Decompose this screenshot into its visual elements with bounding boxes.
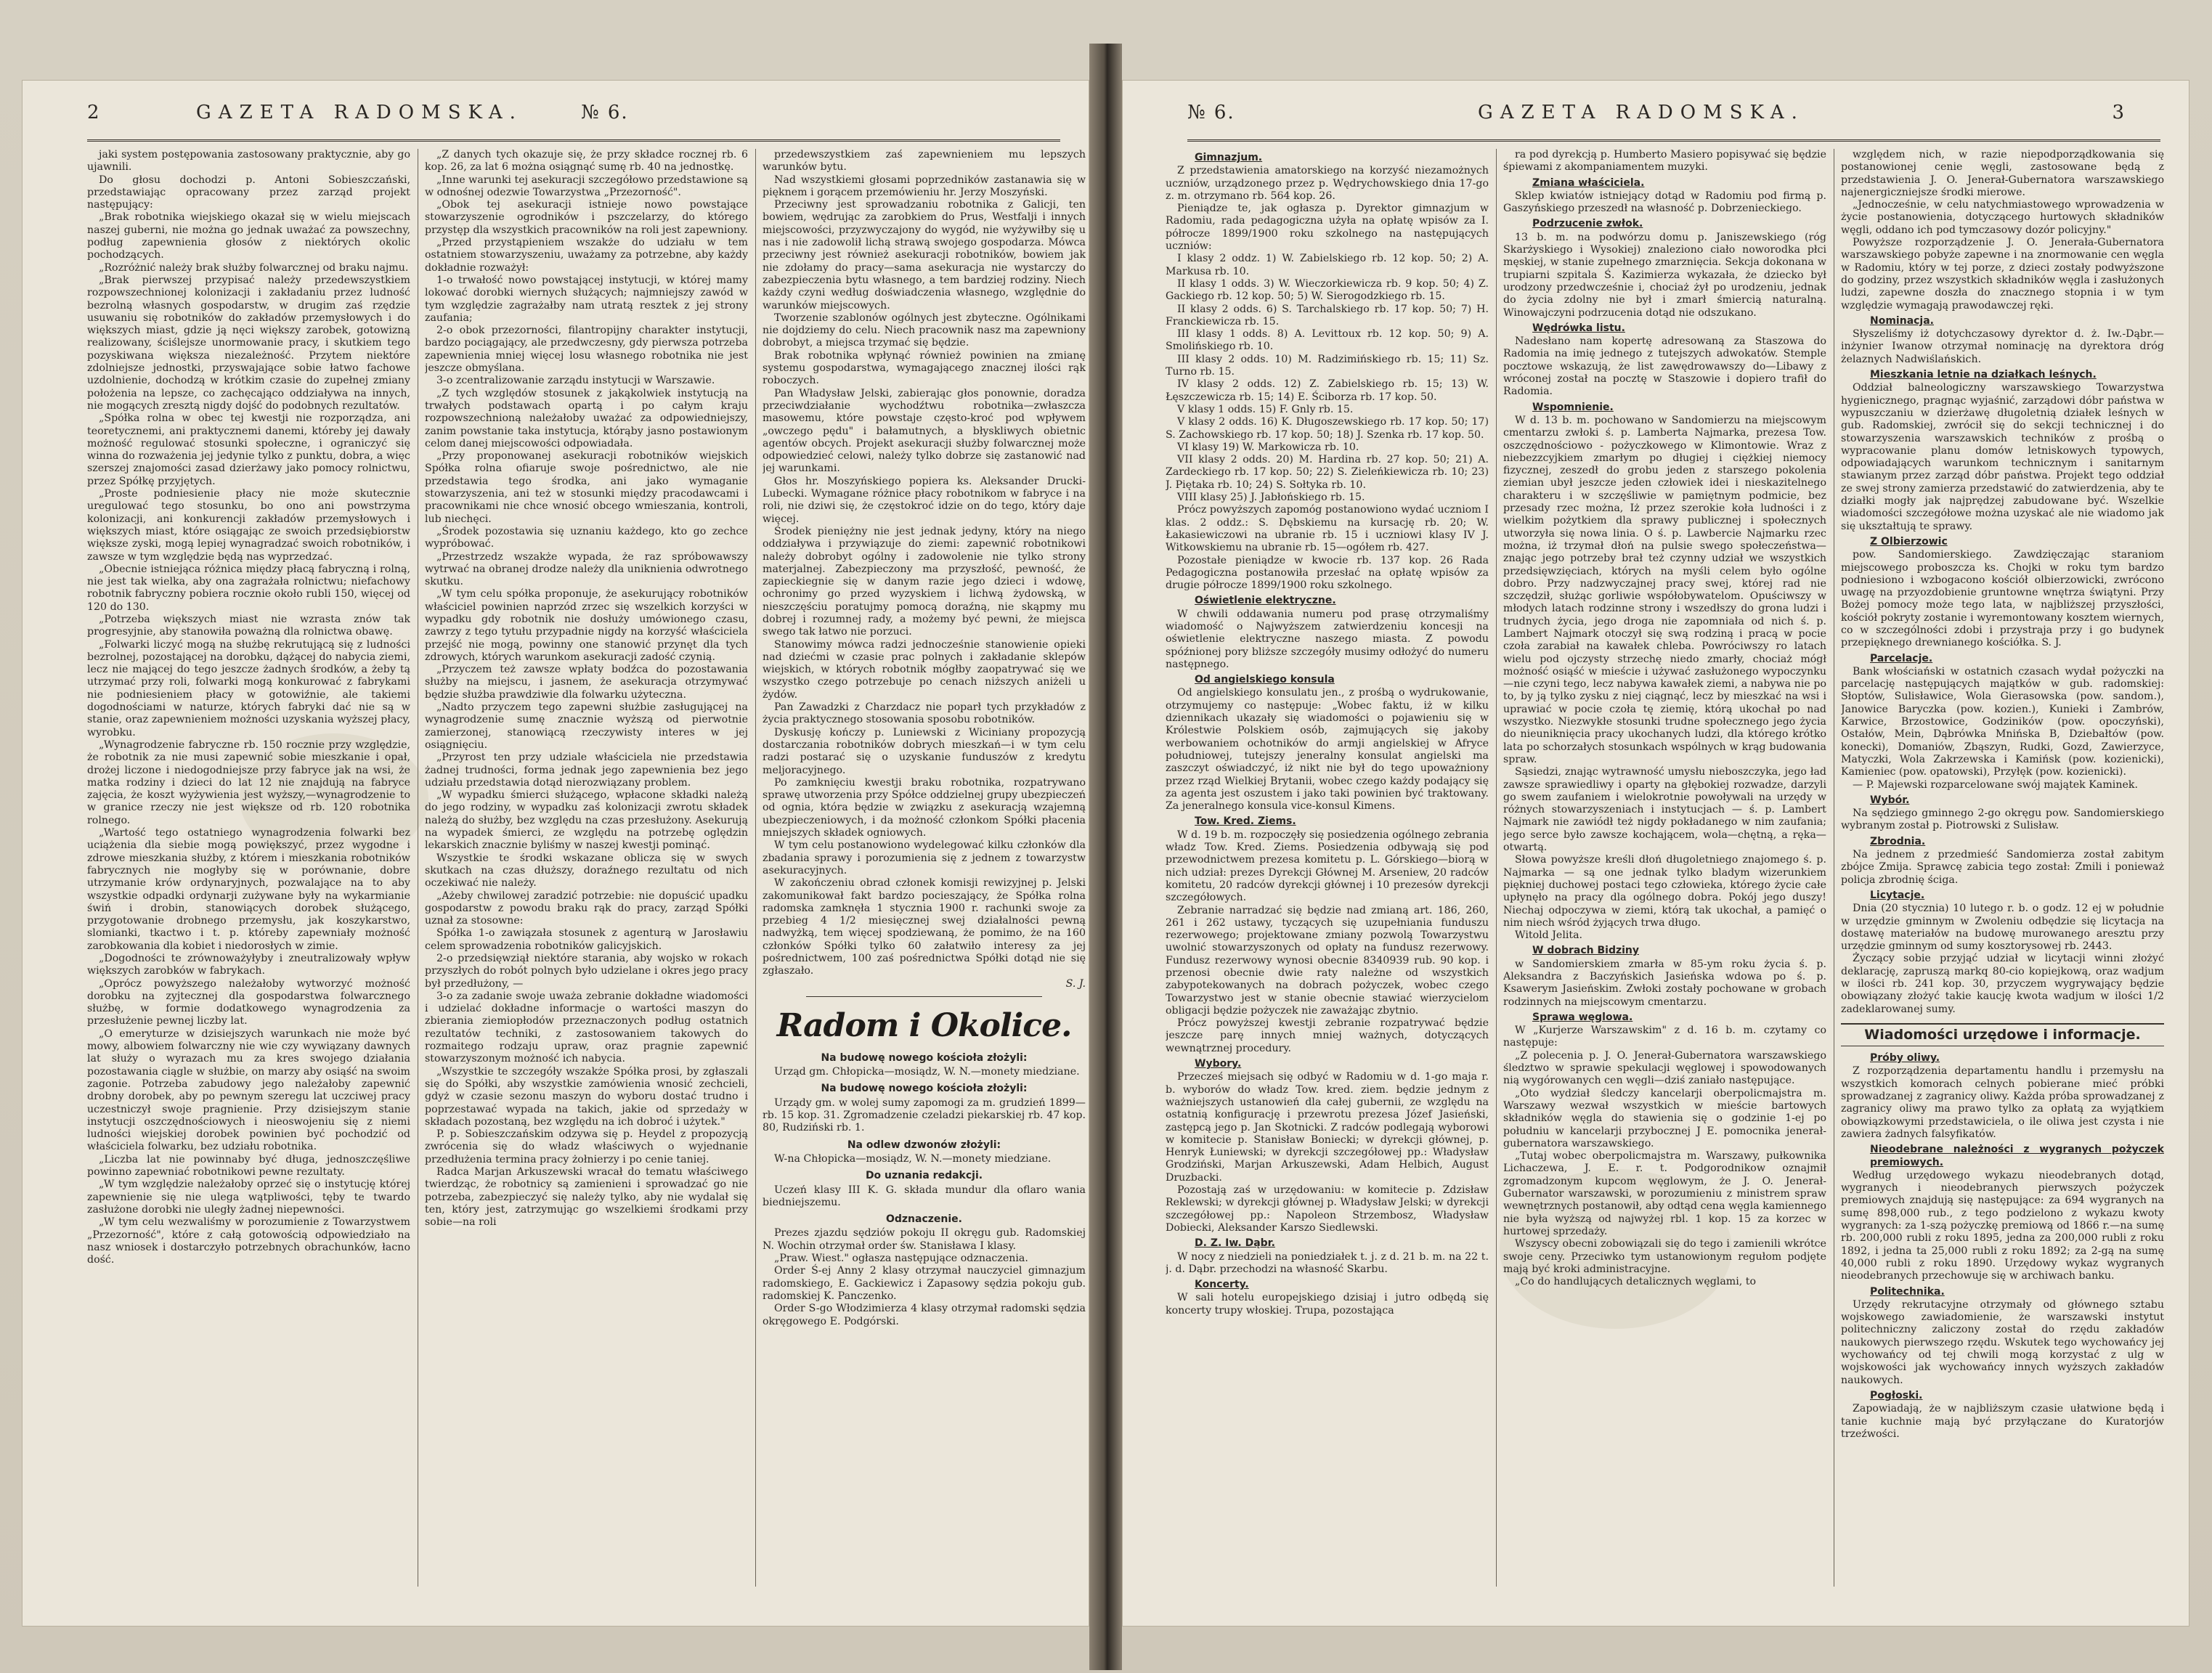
paragraph: Przeciwny jest sprowadzaniu robotnika z Galicji, ten bowiem, wędrując za zarobkiem do Prus, Westfalji i innych miejscowości, przyzwyczajony do wygód, nie wyżywiłby się u nas i nie zadowolił lichą strawą swojego gospodarza. Mówca przeciwny jest również asekuracji robotników, bowiem jak nie zdołamy do pracy—sama asekuracja nie wystarczy do zabezpieczenia bytu własnego, a tem bardziej rodziny. Niech każdy czyni według doświadczenia własnego, względnie do warunków miejscowych. <box>763 199 1086 312</box>
paragraph: Pozostałe pieniądze w kwocie rb. 137 kop. 26 Rada Pedagogiczna postanowiła przesłać na opłatę wpisów za drugie półrocze 1899/1900 roku szkolnego. <box>1166 554 1489 592</box>
section-heading: Na budowę nowego kościoła złożyli: <box>821 1051 1028 1064</box>
paragraph: P. p. Sobieszczańskim odzywa się p. Heydel z propozycją zwrócenia się do władz właściwych o wyjednanie przedłużenia termina pracy żołnierzy i po cenie taniej. <box>425 1128 748 1165</box>
paragraph: W tym celu postanowiono wydelegować kilku członków dla zbadania sprawy i porozumienia się z jednem z towarzystw asekuracyjnych. <box>763 839 1086 876</box>
paragraph: Prócz powyższej kwestji zebranie rozpatrywać będzie jeszcze parę innych mniej ważnych, dotyczących wewnątrznej procedury. <box>1166 1017 1489 1054</box>
paragraph: „Jednocześnie, w celu natychmiastowego wprowadzenia w życie postanowienia, dotyczącego hurtowych składników węgli, oddano ich pod tymczasowy dozór policyjny." <box>1841 199 2164 236</box>
paragraph: VIII klasy 25) J. Jabłońskiego rb. 15. <box>1177 492 1365 504</box>
paragraph: Pan Władysław Jelski, zabierając głos ponownie, doradza przeciwdziałanie wychodźtwu robotnika—zwłaszcza masowemu, które powstaje często-kroć pod wpływem „owczego pędu" i bałamutnych, a błyskliwych obietnic agentów obcych. Projekt asekuracji służby folwarcznej może odpowiedzieć celowi, należy tylko dobrze się zastanowić nad jej warunkami. <box>763 387 1086 475</box>
paragraph: Zebranie narradzać się będzie nad zmianą art. 186, 260, 261 i 262 ustawy, tyczących się uzupełniania funduszu rezerwowego; projektowane zmiany pozwolą Towarzystwu uwolnić stowarzyszonych od opłaty na fundusz rezerwowy. Fundusz rezerwowy wynosi obecnie 8340939 rub. 90 kop. i przenosi obecnie dwie raty należne od wszystkich zabypotekowanych na dobrach pożyczek, wobec czego Towarzystwo jest w stanie obecnie stawiać wierzycielom obligacji będzie pożyczek nie zaważając zbytnio. <box>1166 904 1489 1017</box>
paragraph: VI klasy 19) W. Markowicza rb. 10. <box>1177 441 1359 453</box>
paragraph: „Przyczem też zawsze wpłaty bodźca do pozostawania służby na miejscu, i jasnem, że asekuracja otrzymywać będzie służba prawdziwie dla folwarku użyteczna. <box>425 664 748 701</box>
paragraph: Głos hr. Moszyńskiego popiera ks. Aleksander Drucki-Lubecki. Wymagane różnice płacy robotnikom w fabryce i na roli, nie dziwi się, że częstokroć idzie on do tego, który daje więcej. <box>763 475 1086 525</box>
paragraph: W zakończeniu obrad członek komisji rewizyjnej p. Jelski zakomunikował fakt bardzo pocieszający, że Spółka rolna radomska zamknęła 1 stycznia 1900 r. rachunki swoje za przebieg 4 1/2 miesięcznej swej działalności pewną nadwyżką, tem więcej spodziewaną, że pomimo, że na 160 członków Spółki tylko 60 załatwiło interesy za jej pośrednictwem, 100 zaś pośrednictwa Spółki dotąd nie się zgłaszało. <box>763 877 1086 977</box>
paragraph: W d. 19 b. m. rozpoczęły się posiedzenia ogólnego zebrania władz Tow. Kred. Ziems. Posiedzenia odbywają się pod przewodnictwem prezesa komitetu p. L. Górskiego—biorą w nich udział: prezes Dyrekcji Głównej M. Arseniew, 20 radców komitetu, 20 radców dyrekcji głównej i 10 prezesów dyrekcji szczegółowych. <box>1166 829 1489 904</box>
paragraph: przedewszystkiem zaś zapewnieniem mu lepszych warunków bytu. <box>763 149 1086 174</box>
paragraph: Nadesłano nam kopertę adresowaną za Staszowa do Radomia na imię jednego z tutejszych adwokatów. Stemple pocztowe wskazują, że list zawędrowawszy do—Libawy z wróconej został na pocztę w Staszowie i dopiero trafił do Radomia. <box>1503 335 1826 398</box>
paragraph: Od angielskiego konsulatu jen., z prośbą o wydrukowanie, otrzymujemy co następuje: „Wobec faktu, iż w kilku dziennikach ukazały się wiadomości o pojawieniu się w Królestwie Polskiem osób, zajmujących się jakoby werbowaniem ochotników do armji angielskiej w Afryce południowej, tutejszy jeneralny konsulat angielski ma zaszczyt oświadczyć, iż nikt nie był do tego upoważniony przez rząd Wielkiej Brytanii, wobec czego każdy podający się za agenta jest oszustem i jako taki powinien być traktowany. Za jeneralnego konsula vice-konsul Kimens. <box>1166 687 1489 813</box>
book-gutter <box>1089 44 1122 1670</box>
paragraph: Do głosu dochodzi p. Antoni Sobieszczański, przedstawiając opracowany przez zarząd projekt następujący: <box>87 174 410 211</box>
paragraph: Urzędy rekrutacyjne otrzymały od głównego sztabu wojskowego zawiadomienie, że warszawski instytut politechniczny zaliczony został do rzędu zakładów naukowych pierwszego rzędu. Wskutek tego wychowańcy jej wychowańcy od tej chwili mogą korzystać z ulg w wojskowości jak wychowańcy innych wyższych zakładów naukowych. <box>1841 1298 2164 1386</box>
paragraph: W sali hotelu europejskiego dzisiaj i jutro odbędą się koncerty trupy włoskiej. Trupa, pozostająca <box>1166 1292 1489 1316</box>
paragraph: Sąsiedzi, znając wytrawność umysłu nieboszczyka, jego ład zawsze sprawiedliwy i oparty na głębokiej rozwadze, darzyli go swem zaufaniem i wielokrotnie powoływali na urzędy w różnych stowarzyszeniach i instytucjach — ś. p. Lambert Najmark nie zawiódł też nigdy pokładanego w nim zaufania; jego serce było zawsze kochającem, wola—chętną, a ręka—otwartą. <box>1503 766 1826 854</box>
section-heading: Zbrodnia. <box>1870 835 1926 847</box>
paragraph: Spółka 1-o zawiązała stosunek z agenturą w Jarosławiu celem sprowadzenia robotników galicyjskich. <box>425 927 748 952</box>
paragraph: „Ażeby chwilowej zaradzić potrzebie: nie dopuścić upadku gospodarstw z powodu braku rąk do pracy, zarząd Spółki uznał za stosowne: <box>425 890 748 927</box>
paragraph: III klasy 2 odds. 10) M. Radzimińskiego rb. 15; 11) Sz. Turno rb. 15. <box>1166 353 1489 378</box>
paragraph: W „Kurjerze Warszawskim" z d. 16 b. m. czytamy co następuje: <box>1503 1025 1826 1049</box>
paragraph: „Oto wydział śledczy kancelarji oberpolicmajstra m. Warszawy wezwał wszystkich w mieście bartowych składników węgla do stawienia się o godzinie 1-ej po południu w kancelarji przybocznej J E. pomocnika jenerał-gubernatora warszawskiego. <box>1503 1087 1826 1149</box>
paragraph: „O emeryturze w dzisiejszych warunkach nie może być mowy, albowiem folwarczny nie wie czy wywiązany dawnych lat służy o wyrazach mu za kres swojego działania pozostawania ciągle w służbie, on marzy aby osiąść na swoim zagonie. Potrzeba zabudowy jego należałoby zapewnić drobny dorobek, aby po pewnym szeregu lat uczciwej pracy uczestniczył swoje pragnienie. Przy dzisiejszym stanie instytucji oszczędnościowych i nieoswojeniu się z niemi ludności wiejskiej dorobek powinien być pochodzić od właściciela folwarku, bez udziału robotnika. <box>87 1027 410 1153</box>
paragraph: Tworzenie szablonów ogólnych jest zbyteczne. Ogólnikami nie dojdziemy do celu. Niech pracownik nasz ma zapewniony dobrobyt, a miejsca trzymać się będzie. <box>763 312 1086 349</box>
issue-number: № 6. <box>581 102 629 123</box>
paragraph: W chwili oddawania numeru pod prasę otrzymaliśmy wiadomość o Najwyższem zatwierdzeniu koncesji na oświetlenie elektryczne naszego miasta. Z powodu spóźnionej pory bliższe szczegóły musimy odłożyć do numeru następnego. <box>1166 608 1489 670</box>
paragraph: „Przestrzedz wszakże wypada, że raz spróbowawszy wytrwać na obranej drodze należy dla uniknienia odwrotnego skutku. <box>425 550 748 588</box>
paragraph: Słyszeliśmy iż dotychczasowy dyrektor d. ż. Iw.-Dąbr.—inżynier Iwanow otrzymał nominację na dyrektora dróg żelaznych Nadwiślańskich. <box>1841 328 2164 365</box>
paragraph: Bank włościański w ostatnich czasach wydał pożyczki na parcelację następujących majątków w gub. radomskiej: Słoptów, Sulisławice, Wola Gierasowska (pow. sandom.), Janowice Baryczka (pow. kozien.), Kunieki i Zambrów, Karwice, Brzostowice, Godziników (pow. opoczyński), Ostałów, Mein, Dąbrówka Mnińska B, Dziebałtów (pow. konecki), Domaniów, Zbąszyn, Rudki, Gozd, Zawierzyce, Matyczki, Wola Zakrzewska i Kamińsk (pow. kozienicki), Kamieniec (pow. opatowski), Przyłęk (pow. kozienicki). <box>1841 665 2164 778</box>
paragraph: „W wypadku śmierci służącego, wpłacone składki należą do jego rodziny, w wypadku zaś kolonizacji zwrotu składek należą do służby, bez względu na czas przesłużony. Asekurują na wypadek śmierci, ze względu na potrzebę oględzin lekarskich znacznie byliśmy w naszej kwestji pominąć. <box>425 789 748 852</box>
paragraph: Urządy gm. w wolej sumy zapomogi za m. grudzień 1899—rb. 15 kop. 31. Zgromadzenie czeladzi piekarskiej rb. 47 kop. 80, Rudziński rb. 1. <box>763 1096 1086 1134</box>
left-page-header <box>87 102 1060 134</box>
paragraph: 13 b. m. na podwórzu domu p. Janiszewskiego (róg Skarżyskiego i Wysokiej) znaleziono ciało noworodka płci męskiej, w stanie zupełnego zmarznięcia. Sekcja dokonana w trupiarni szpitala Ś. Kazimierza wykazała, że dziecko był urodzony przedwcześnie i, chociaż żył po urodzeniu, jednak do życia zdolny nie był i zmarł śmiercią naturalną. Winowajczyni podrzucenia dotąd nie odszukano. <box>1503 231 1826 319</box>
right-page <box>1122 80 2189 1627</box>
header-rule <box>1187 139 2160 142</box>
paragraph: Radca Marjan Arkuszewski wracał do tematu właściwego twierdząc, że robotnicy są zamienieni i sprowadzać go nie potrzeba, zabezpieczyć się należy tylko, aby nie wydalał się ten, który jest, zatrzymując go wszelkiemi środkami przy sobie—na roli <box>425 1166 748 1229</box>
paragraph: „Wszystkie te szczegóły wszakże Spółka prosi, by zgłaszali się do Spółki, aby wszystkie zamówienia wnosić zechcieli, gdyż w czasie sezonu maszyn do wyboru dostać trudno i poprzestawać wypada na takich, jakie od sprzedaży w składach pozostaną, bez względu na ich dobroć i użytek." <box>425 1065 748 1128</box>
left-page <box>22 80 1089 1627</box>
section-heading: Sprawa węglowa. <box>1532 1011 1633 1023</box>
section-heading: Pogłoski. <box>1870 1389 1923 1401</box>
section-heading: Gimnazjum. <box>1195 152 1263 163</box>
paragraph: I klasy 2 oddz. 1) W. Zabielskiego rb. 12 kop. 50; 2) A. Markusa rb. 10. <box>1166 253 1489 277</box>
paragraph: 3-o zcentralizowanie zarządu instytucji w Warszawie. <box>436 375 715 387</box>
section-heading: Wybór. <box>1870 794 1910 806</box>
paragraph: 2-o przedsięwziął niektóre starania, aby wojsko w rokach przyszłych do robót polnych było udzielane i okres jego pracy był przedłużony, — <box>425 953 748 990</box>
section-heading: Wspomnienie. <box>1532 401 1614 413</box>
paragraph: Środek pieniężny nie jest jednak jedyny, który na niego oddziaływa i przywiązuje do ziemi: zapewnić robotnikowi należy dobrobyt ogólny i zadowolenie nie tylko strony materjalnej. Zabezpieczony ma przyszłość, pewność, że zapieckiegnie się w danym razie jego dzieci i wdowę, ochronimy go przed wyzyskiem i lichwą żydowską, w nieszczęściu poratujmy pomocą doraźną, nie skąpmy mu dobrej i rozumnej rady, a możemy być pewni, że miejsca swego tak łatwo nie porzuci. <box>763 525 1086 638</box>
section-heading: Na budowę nowego kościoła złożyli: <box>821 1083 1028 1095</box>
left-column-3 <box>763 149 1086 1441</box>
section-heading: Próby oliwy. <box>1870 1052 1940 1065</box>
section-banner: Wiadomości urzędowe i informacje. <box>1841 1023 2164 1046</box>
left-column-2 <box>425 149 748 1441</box>
right-column-2 <box>1503 149 1826 1441</box>
paragraph: W d. 13 b. m. pochowano w Sandomierzu na miejscowym cmentarzu zwłoki ś. p. Lamberta Najmarka, prezesa Tow. oszczędnościowo - pożyczkowego w Klimontowie. Wraz z niebezzcyjkiem zmarłym po długiej i ciężkiej niemocy fizycznej, zeszedł do grobu jeden z starszego pokolenia ziemian ubył jeszcze jeden człowiek idei i nieskazitelnego charakteru i w szczęśliwie w pamiętnym podmicie, bez przesady rzec można, Iż przez szerokie koła ludności i z wielkim pożytkiem dla sprawy publicznej i społecznych utworzyła się nowa linia. O ś. p. Lawbercie Najmarku rzec można, iż trzymał dłoń na pulsie swego społeczeństwa—znając jego potrzeby brał też czynny udział we wszystkich przedsięwzięciach, których na myśli celem było ogólne dobro. Przy nadzwyczajnej pracy swej, której rad nie szczędził, służąc gorliwie współobywatelom. Opuściwszy w młodych latach rodzinne strony i wszedłszy do grona ludzi i trudnych życia, jego droga nie zapomniała od nich ś. p. Lambert Najmark otoczył się swą rodziną i pracą w pocie czoła zarabiał na kawałek chleba. Powróciwszy ro latach wielu pod ojczysty strzechę niedo zmarły, chociaż mógł możność osiąść w mieście i używać zasłużonego wypoczynku—nie czyni tego, lecz nabywa kawałek ziemi, a nabywa nie po to, by ją tylko zysku z niej ciągnąć, lecz by mieszkać na wsi i uprawiać w pocie czoła tę ziemię, którą ukochał po nad wszystko. Niezwykłe stosunki trudne społecznego jego życia do nieuniknięcia pracy ukochanych ludzi, dla którego krótko lata po schorzałych stosunkach wspólnych w krąg budowania spraw. <box>1503 414 1826 765</box>
section-heading: Licytacje. <box>1870 889 1925 901</box>
paragraph: 2-o obok przezorności, filantropijny charakter instytucji, bardzo pociągający, ale przedwczesny, gdy pierwsza potrzeba zapewnienia mniej więcej losu własnego robotnika nie jest jeszcze obmyślana. <box>425 325 748 375</box>
paragraph: Z rozporządzenia departamentu handlu i przemysłu na wszystkich komorach celnych pobierane mieć próbki sprowadzanej z zagranicy oliwy. Każda próba sprowadzanej z zagranicy oliwy ma prawo tylko za opłatą za wyjątkiem obowiązkowymi przedstawiciela, o ile oliwa jest czysta i nie zawiera żadnych falsyfikatów. <box>1841 1065 2164 1140</box>
paragraph: Uczeń klasy III K. G. składa mundur dla oflaro wania biedniejszemu. <box>763 1184 1086 1208</box>
paragraph: „Obok tej asekuracji istnieje nowo powstające stowarzyszenie ogrodników i pszczelarzy, do którego przystęp dla wszystkich pracowników na roli jest zapewniony. <box>425 199 748 236</box>
paragraph: Z przedstawienia amatorskiego na korzyść niezamożnych uczniów, urządzonego przez p. Wędrychowskiego dnia 17-go z. m. otrzymano rb. 564 kop. 26. <box>1166 165 1489 202</box>
paragraph: względem nich, w razie niepodporządkowania się postanowionej cenie węgli, zastosowane będą z przedstawienia J. O. Jenerał-Gubernatora warszawskiego najenergiczniejsze środki mierowe. <box>1841 149 2164 198</box>
paragraph: „Inne warunki tej asekuracji szczegółowo przedstawione są w odnośnej odezwie Towarzystwa „Przezorność". <box>425 174 748 198</box>
paragraph: „Liczba lat nie powinnaby być długa, jednoszczęśliwe powinno zapewniać robotnikowi pewne rezultaty. <box>87 1153 410 1179</box>
page-number: 2 <box>87 102 99 123</box>
newspaper-title: GAZETA RADOMSKA. <box>1478 102 1805 123</box>
section-heading: Oświetlenie elektryczne. <box>1195 595 1336 607</box>
page-number: 3 <box>2112 102 2124 123</box>
section-heading: Nominacja. <box>1870 314 1934 327</box>
section-heading: Politechnika. <box>1870 1285 1945 1298</box>
paragraph: ra pod dyrekcją p. Humberto Masiero popisywać się będzie śpiewami z akompaniamentem muzyki. <box>1503 149 1826 174</box>
paragraph: „Oprócz powyższego należałoby wytworzyć możność dorobku na zyjtecznej dla gospodarstwa folwarcznego służbę, w formie dodatkowego wynagrodzenia za przesłużenie pewnej liczby lat. <box>87 977 410 1027</box>
paragraph: V klasy 1 odds. 15) F. Gnly rb. 15. <box>1177 403 1354 415</box>
paragraph: Pozostają zaś w urzędowaniu: w komitecie p. Zdzisław Reklewski; w dyrekcji głównej p. Władysław Jelski; w dyrekcji szczegółowej pp.: Napoleon Strzembosz, Władysław Dobiecki, Aleksander Karszo Siedlewski. <box>1166 1184 1489 1234</box>
column-3-articles <box>763 149 1086 978</box>
section-heading: Wybory. <box>1195 1058 1242 1070</box>
paragraph: „Przed przystąpieniem wszakże do udziału w tem ostatniem stowarzyszeniu, uważamy za potrzebne, aby każdy dokładnie rozważył: <box>425 237 748 274</box>
paragraph: 1-o trwałość nowo powstającej instytucji, w której mamy lokować dorobki wiernych służących; najmniejszy zawód w tym względzie zagrażałby nam utratą resztek z jej strony zaufania; <box>425 274 748 324</box>
paragraph: „Proste podniesienie płacy nie może skutecznie uregulować tego stosunku, bo ono ani powstrzyma kolonizacji, ani konkurencji zakładów przemysłowych i większych miast, które osiągając ze swoich przedsiębiorstw większe zyski, mogą lepiej wynagradzać swoich robotników, i zawsze w tym względzie będą nas wyprzedzać. <box>87 488 410 563</box>
paragraph: Na jednem z przedmieść Sandomierza został zabitym zbójce Zmija. Sprawcę zabicia tego został: Zmili i ponieważ policja zbrodnię ściga. <box>1841 849 2164 886</box>
paragraph: „Przy proponowanej asekuracji robotników wiejskich Spółka rolna ofiaruje swoje pośrednictwo, ale nie przedstawia tego środka, ani jako wymaganie stowarzyszenia, ani też w stosunki między pracodawcami i pracownikami nie chce wnosić obcego wmieszania, kontroli, lub niechęci. <box>425 450 748 525</box>
paragraph: w Sandomierskiem zmarła w 85-ym roku życia ś. p. Aleksandra z Baczyńskich Jasieńska wdowa po ś. p. Ksawerym Jasieńskim. Zwłoki zostały pochowane w grobach rodzinnych na miejscowym cmentarzu. <box>1503 958 1826 1008</box>
paragraph: Prezes zjazdu sędziów pokoju II okręgu gub. Radomskiej N. Wochin otrzymał order św. Stanisława I klasy. <box>763 1227 1086 1252</box>
right-column-1 <box>1166 149 1489 1441</box>
paragraph: V klasy 2 odds. 16) K. Długoszewskiego rb. 17 kop. 50; 17) S. Zachowskiego rb. 17 kop. 50; 18) J. Szenka rb. 17 kop. 50. <box>1166 416 1489 441</box>
paragraph: — P. Majewski rozparcelowane swój majątek Kaminek. <box>1853 778 2138 791</box>
paragraph: „Potrzeba większych miast nie wzrasta znów tak progresyjnie, aby stanowiła poważną dla rolnictwa obawę. <box>87 613 410 638</box>
section-heading: Na odlew dzwonów złożyli: <box>847 1139 1001 1151</box>
paragraph: W nocy z niedzieli na poniedziałek t. j. z d. 21 b. m. na 22 t. j. d. Dąbr. przechodzi na własność Skarbu. <box>1166 1250 1489 1275</box>
section-heading: Parcelacje. <box>1870 652 1933 664</box>
section-heading: W dobrach Bidziny <box>1532 945 1639 957</box>
paragraph: Na sędziego gminnego 2-go okręgu pow. Sandomierskiego wybranym został p. Piotrowski z Sulisław. <box>1841 807 2164 832</box>
section-heading: Koncerty. <box>1195 1279 1249 1291</box>
paragraph: Nad wszystkiemi głosami poprzedników zastanawia się w pięknem i gorącem przemówieniu hr. Jerzy Moszyński. <box>763 174 1086 198</box>
paragraph: Wszyscy obecni zobowiązali się do tego i zamienili wkrótce swoje ceny. Przeciwko tym ustanowionym regułom podjęte mają być kroki administracyjne. <box>1503 1238 1826 1275</box>
paragraph: „Obecnie istniejąca różnica między płacą fabryczną i rolną, nie jest tak wielka, aby ona zagrażała rolnictwu; niefachowy robotnik fabryczny pobiera rocznie około rubli 150, więcej od 120 do 130. <box>87 563 410 613</box>
paragraph: „W tym celu spółka proponuje, że asekurujący robotników właściciel powinien naprzód zrzec się wszelkich korzyści w wypadku gdy robotnik nie dosłuży umówionego czasu, zawrzy z tego tytułu przypadnie nigdy na korzyść właściciela przejść nie mogą, powinny one stanowić przynęt dla tych zdrowych, których warunkom asekuracji zadość czynią. <box>425 588 748 663</box>
section-heading: Nieodebrane należności z wygranych pożyczek premiowych. <box>1870 1144 2164 1168</box>
paragraph: Wszystkie te środki wskazane oblicza się w swych skutkach na czas dłuższy, doraźnego rezultatu od nich oczekiwać nie należy. <box>425 852 748 890</box>
section-heading: Z Olbierzowic <box>1870 535 1948 548</box>
paragraph: „Z polecenia p. J. O. Jenerał-Gubernatora warszawskiego śledztwo w sprawie spekulacji węglowej i spowodowanych nią wygórowanych cen węgli—dziś zaniało następujące. <box>1503 1049 1826 1087</box>
paragraph: Sklep kwiatów istniejący dotąd w Radomiu pod firmą p. Gaszyńskiego przeszedł na własność p. Dobrzenieckiego. <box>1503 190 1826 215</box>
paragraph: „Co do handlujących detalicznych węglami, to <box>1515 1276 1757 1288</box>
paragraph: Przecześ miejsach się odbyć w Radomiu w d. 1-go maja r. b. wyborów do władz Tow. kred. ziem. będzie jednym z ważniejszych ustanowień dla całej gubernii, ze względu na ostatnią konfigurację i przewrotu prezesa Józef Jasieński, zastępcą jego p. Jan Skotnicki. Z radców podlegają wyborowi w komitecie p. Stanisław Boniecki; w dyrekcji głównej, p. Henryk Łuniewski; w dyrekcji szczegółowej pp.: Władysław Grodziński, Marjan Arkuszewski, Adam Helbich, August Druzbacki. <box>1166 1071 1489 1184</box>
paragraph: Powyższe rozporządzenie J. O. Jenerała-Gubernatora warszawskiego pobyże zapewne i na znormowanie cen węgla w Radomiu, który w tej porze, z dzieci zostały podwyższone do godziny, przez wszystkich składników węgla i zasłużonych ludzi, zapewne doszła do znacznego stopnia i w tym względzie wymagają prawodawczej ręki. <box>1841 237 2164 312</box>
paragraph: „Środek pozostawia się uznaniu każdego, kto go zechce wypróbować. <box>425 525 748 550</box>
paragraph: Życzący sobie przyjąć udział w licytacji winni złożyć deklarację, zapruszą markq 80-cio kopiejkową, oraz wadjum w ilości rb. 241 kop. 30, przyczem wygrywający będzie obowiązany złożyć takie kaucję kwota wadjum w ilości 1/2 zadeklarowanej sumy. <box>1841 953 2164 1015</box>
paragraph: „Wynagrodzenie fabryczne rb. 150 rocznie przy względzie, że robotnik za nie musi zapewnić sobie mieszkanie i opał, drożej liczone i niedogodniejsze przy fabryce jak na wsi, że matka rodziny i dzieci do lat 12 nie znajdują na fabryce zajęcia, że koszt wyżywienia jest wyższy,—wynagrodzenie to w granice rzeczy nie jest większe od rb. 120 robotnika rolnego. <box>87 738 410 826</box>
paragraph: „Z danych tych okazuje się, że przy składce rocznej rb. 6 kop. 26, za lat 6 można osiągnąć sumę rb. 40 na jednostkę. <box>425 149 748 174</box>
paragraph: „Nadto przyczem tego zapewni służbie zasługującej na wynagrodzenie sumę znacznie wyższą od pierwotnie zamierzonej, stanowiącą rzeczywisty interes w jej osiągnięciu. <box>425 701 748 751</box>
right-page-header <box>1187 102 2160 134</box>
paragraph: W-na Chłopicka—mosiądz, W. N.—monety miedziane. <box>774 1152 1052 1165</box>
paragraph: Dyskusję kończy p. Luniewski z Wiciniany propozycją dostarczania robotników dobrych mieszkań—i w tym celu radzi postarać się o uzyskanie funduszów z kredytu meljoracyjnego. <box>763 726 1086 776</box>
paragraph: „Dogodności te zrównoważyłyby i zneutralizowały wpływ większych zarobków w fabrykach. <box>87 953 410 977</box>
section-heading: Wędrówka listu. <box>1532 322 1625 334</box>
newspaper-title: GAZETA RADOMSKA. <box>196 102 523 123</box>
paragraph: „Rozróżnić należy brak służby folwarcznej od braku najmu. <box>99 261 409 274</box>
paragraph: „Brak pierwszej przypisać należy przedewszystkiem rozpowszechnionej kolonizacji i zakładaniu przez ludność bezrolną własnych gospodarstw, w drugim zaś rzędzie usuwaniu się robotników do zakładów przemysłowych i do większych miast, gdzie ją nęci większy zarobek, gotowizną realizowany, ściślejsze unormowanie pracy, i skutkiem tego pozyskiwana większa niezależność. Przytem niektóre zdolniejsze jednostki, przyswajające sobie łatwo fachowe uzdolnienie, dochodzą w krótkim czasie do zupełnej zmiany położenia na lepsze, co zachęcająco oddziaływa na innych, nie mogących zresztą nigdy dojść do podobnych rezultatów. <box>87 274 410 412</box>
left-column-1 <box>87 149 410 1441</box>
radom-news <box>763 1052 1086 1328</box>
paragraph: VII klasy 2 odds. 20) M. Hardina rb. 27 kop. 50; 21) A. Zardeckiego rb. 17 kop. 50; 22) S. Zieleńkiewicza rb. 10; 23) J. Piętaka rb. 10; 24) S. Sołtyka rb. 10. <box>1166 454 1489 491</box>
paragraph: „Brak robotnika wiejskiego okazał się w wielu miejscach naszej guberni, nie można go jednak uważać za powszechny, podług zapewnienia głosów z niektórych okolic pochodzących. <box>87 211 410 261</box>
paragraph: „Praw. Wiest." ogłasza następujące odznaczenia. <box>774 1253 1028 1265</box>
paragraph: „Przyrost ten przy udziale właściciela nie przedstawia żadnej trudności, forma jednak jego zapewnienia bez jego udziału przedstawia dotąd nierozwiązany problem. <box>425 752 748 789</box>
header-rule <box>87 139 1060 142</box>
signoff: S. J. <box>1065 977 1086 990</box>
paragraph: pow. Sandomierskiego. Zawdzięczając staraniom miejscowego proboszcza ks. Chojki w roku tym bardzo podniesiono i wzbogacono kościół olbierzowicki, zwrócono uwagę na przyozdobienie gruntowne wnętrza świątyni. Przy Bożej pomocy może tego lata, w najbliższej przyszłości, kościół pokryty zostanie i wyremontowany kosztem wiernych, co w szczególności zdobi i przystraja przy i go budynek przepięknego drewnianego kościółka. S. J. <box>1841 549 2164 649</box>
paragraph: II klasy 1 odds. 3) W. Wieczorkiewicza rb. 9 kop. 50; 4) Z. Gackiego rb. 12 kop. 50; 5) W. Sierogodzkiego rb. 15. <box>1166 277 1489 303</box>
paragraph: Pieniądze te, jak ogłasza p. Dyrektor gimnazjum w Radomiu, rada pedagogiczna użyła na opłatę wpisów za I. półrocze 1899/1900 roku szkolnego na następujących uczniów: <box>1166 203 1489 253</box>
section-heading: Odznaczenie. <box>885 1213 962 1226</box>
section-heading: D. Z. Iw. Dąbr. <box>1195 1237 1275 1250</box>
paragraph: III klasy 1 odds. 8) A. Levittoux rb. 12 kop. 50; 9) A. Smolińskiego rb. 10. <box>1166 328 1489 353</box>
paragraph: Pan Zawadzki z Charzdacz nie poparł tych przykładów z życia praktycznego stosowania sposobu robotników. <box>763 701 1086 726</box>
issue-number: № 6. <box>1187 102 1235 123</box>
paragraph: Order S-go Włodzimierza 4 klasy otrzymał radomski sędzia okręgowego E. Podgórski. <box>763 1303 1086 1327</box>
paragraph: Brak robotnika wpłynąć również powinien na zmianę systemu gospodarstwa, wymagającego znacznej ilości rąk roboczych. <box>763 349 1086 387</box>
section-heading: Mieszkania letnie na działkach leśnych. <box>1870 369 2097 381</box>
paragraph: Prócz powyższych zapomóg postanowiono wydać uczniom I klas. 2 oddz.: S. Dębskiemu na kursację rb. 20; W. Łakasiewiczowi na ubranie rb. 15 i uczniowi klasy IV J. Witkowskiemu na ubranie rb. 15—ogółem rb. 427. <box>1166 504 1489 554</box>
paragraph: Po zamknięciu kwestji braku robotnika, rozpatrywano sprawę utworzenia przy Spółce oddzielnej grupy ubezpieczeń od ognia, która będzie w związku z asekuracją wzajemną ubezpieczeniowych, i da możność członkom Spółki płacenia mniejszych składek ogniowych. <box>763 776 1086 839</box>
paragraph: „Spółka rolna w obec tej kwestji nie rozporządza, ani teoretycznemi, ani praktycznemi danemi, któreby jej dawały możność regulować stosunki społeczne, i ograniczyć się winna do rozważenia jej jedynie tylko z punktu, dobra, a więc szerszej znajomości zasad dzierżawy jako pomocy rolnictwu, przez Spółkę przyjętych. <box>87 412 410 487</box>
paragraph: Stanowimy mówca radzi jednocześnie stanowienie opieki nad dziećmi w czasie prac polnych i zakładanie sklepów wiejskich, w których robotnik mógłby zaopatrywać się we wszystko czego potrzebuje po cenach niższych aniżeli u żydów. <box>763 638 1086 701</box>
paragraph: Według urzędowego wykazu nieodebranych dotąd, wygranych i nieodebranych pierwszych pożyczek premiowych znajdują się następujące: za 694 wygranych na sumę 898,000 rub., z tego podzielono z wykazu kwoty wygranych: za 1-szą pożyczkę premiową od 1866 r.—na sumę rb. 200,000 rubli z roku 1895, jedna za 200,000 rubli z roku 1892, i jedna ta 25,000 rubli z roku 1892; za 2-gą na sumę 40,000 rubli z roku 1890. Urzędowy wykaz wygranych nieodebranych przechowuje się w archiwach banku. <box>1841 1169 2164 1282</box>
section-heading: Podrzucenie zwłok. <box>1532 218 1643 230</box>
banner-rule <box>806 996 1042 997</box>
column-divider <box>1496 149 1497 1587</box>
paragraph: IV klasy 2 odds. 12) Z. Zabielskiego rb. 15; 13) W. Łęszczewicza rb. 15; 14) E. Ściborza rb. 17 kop. 50. <box>1166 378 1489 403</box>
column-divider <box>755 149 756 1587</box>
section-heading: Od angielskiego konsula <box>1195 674 1335 686</box>
paragraph: Słowa powyższe kreśli dłoń długoletniego znajomego ś. p. Najmarka — są one jednak tylko bladym wizerunkiem piękniej duchowej postaci tego człowieka, którego życie całe upłynęło na pracy dla ogólnego dobra. Pokój jego duszy! Niechaj odpoczywa w ziemi, którą tak ukochał, a pamięć o nim niech wśród żyjących trwa długo. <box>1503 854 1826 929</box>
paragraph: „Folwarki liczyć mogą na służbę rekrutującą się z ludności bezrolnej, pozostającej na dorobku, dążącej do nabycia ziemi, lecz nie mającej do tego jeszcze żadnych środków, a żeby tą utrzymać przy roli, folwarki mogą konkurować z fabrykami nie podniesieniem płacy w gotowiźnie, ale takiemi dogodnościami w naturze, których fabryki dać nie są w stanie, oraz zapewnieniem możności uzyskania wyższej płacy, wyrobku. <box>87 638 410 738</box>
paragraph: „Z tych względów stosunek z jakąkolwiek instytucją na trwałych podstawach opartą i po całym kraju rozpowszechnioną należałoby uważać za odpowiedniejszy, zanim powstanie taka instytucja, którąby jasno postawionym celom danej miejscowości odpowiadała. <box>425 387 748 449</box>
right-column-3 <box>1841 149 2164 1441</box>
section-heading: Do uznania redakcji. <box>865 1170 983 1182</box>
paragraph: Order Ś-ej Anny 2 klasy otrzymał nauczyciel gimnazjum radomskiego, E. Gackiewicz i Zapasowy sędzia pokoju gub. radomskiej K. Panczenko. <box>763 1265 1086 1302</box>
paragraph: Urząd gm. Chłopicka—mosiądz, W. N.—monety miedziane. <box>774 1066 1080 1078</box>
paragraph: jaki system postępowania zastosowany praktycznie, aby go ujawnili. <box>87 149 410 174</box>
paragraph: Zapowiadają, że w najbliższym czasie ułatwione będą i tanie kuchnie mają być przyłączane do Kuratorjów trzeźwości. <box>1841 1403 2164 1440</box>
paragraph: 3-o za zadanie swoje uważa zebranie dokładne wiadomości i udzielać dokładne informacje o wartości maszyn do zbierania ziemiopłodów przeznaczonych podług ostatnich rezultatów techniki, z zastosowaniem takowych do rozmaitego rodzaju upraw, oraz pragnie zapewnić stowarzyszonym możność ich nabycia. <box>425 990 748 1065</box>
section-heading: Tow. Kred. Ziems. <box>1195 815 1296 828</box>
paragraph: „W tym względzie należałoby oprzeć się o instytucję której zapewnienie się nie ulega wątpliwości, tęby te twardo zasłużone dorobki nie uległy żadnej niepewności. <box>87 1179 410 1216</box>
paragraph: „W tym celu wezwaliśmy w porozumienie z Towarzystwem „Przezorność", które z całą gotowością odpowiedziało na nasz wniosek i dostarczyło potrzebnych obrachunków, łacno dość. <box>87 1216 410 1266</box>
paragraph: Witold Jelita. <box>1515 929 1583 942</box>
paragraph: Dnia (20 stycznia) 10 lutego r. b. o godz. 12 ej w południe w urzędzie gminnym w Zwoleniu odbędzie się licytacja na dostawę materiałów na budowę murowanego aresztu przy urzędzie gminnym od sumy kosztorysowej rb. 2443. <box>1841 903 2164 953</box>
paragraph: Oddział balneologiczny warszawskiego Towarzystwa hygienicznego, pragnąc wyjaśnić, zarządowi dóbr państwa w wypuszczaniu w dzierżawę długoletnią działek leśnych w gub. Radomskiej, zwrócił się do sekcji technicznej i do stowarzyszenia warszawskich techników z prośbą o wypracowanie planu domów letniskowych typowych, odpowiadających warunkom technicznym i sanitarnym stawianym przez zarząd dóbr państwa. Projekt tego oddział ze swej strony zamierza przedstawić do zatwierdzenia, aby te działki mogły jak najprędzej zabudowane być. Wszelkie wiadomości szczegółowe można uzyskać ale nie wiadomo jak się ukształtują te sprawy. <box>1841 382 2164 532</box>
paragraph: II klasy 2 odds. 6) S. Tarchalskiego rb. 17 kop. 50; 7) H. Franckiewicza rb. 15. <box>1166 303 1489 327</box>
paragraph: „Tutaj wobec oberpolicmajstra m. Warszawy, pułkownika Lichaczewa, J. E. r. t. Podgorodnikow oznajmił zgromadzonym kupcom węglowym, że J. O. Jenerał-Gubernator warszawski, w porozumieniu z ministrem spraw wewnętrznych postanowił, aby odtąd cena węgla kamiennego nie była wyższą od najwyżej rbl. 1 kop. 15 za korzec w hurtowej sprzedaży. <box>1503 1150 1826 1237</box>
paragraph: „Wartość tego ostatniego wynagrodzenia folwarki bez uciążenia dla siebie mogą powiększyć, przez wygodne i zdrowe mieszkania służby, z którem i mieszkania robotników fabrycznych nie mogłyby się w porównanie, dobre utrzymanie krów ordynaryjnych, pozwalające na to aby wszystkie odpadki ordynarji zużywane były na wykarmianie świń i drobin, stanowiących dorobek służącego, przygotowanie drobnego przemysłu, jak koszykarstwo, slomianki, tkactwo i t. p. któreby zapewniały możność zarobkowania dla kobiet i niedorosłych w zimie. <box>87 827 410 952</box>
section-banner: Radom i Okolice. <box>776 1006 1072 1044</box>
section-heading: Zmiana właściciela. <box>1532 176 1645 189</box>
